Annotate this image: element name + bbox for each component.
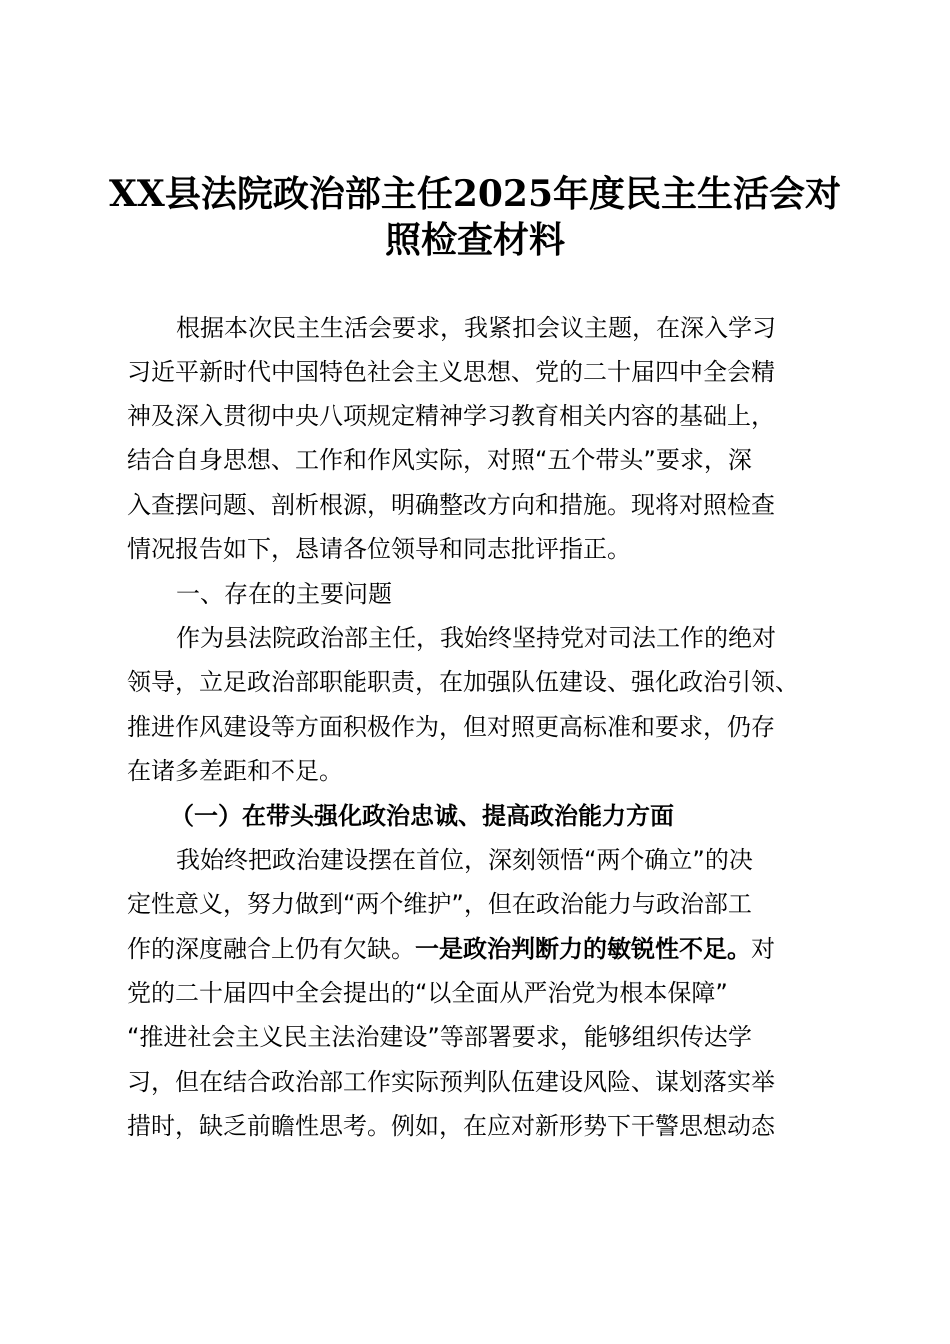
subsection-1-line-2: 定性意义，努力做到“两个维护”，但在政治能力与政治部工 xyxy=(127,890,752,918)
subsection-1-line-3-tail: 对 xyxy=(751,935,775,963)
subsection-1-heading: （一）在带头强化政治忠诚、提高政治能力方面 xyxy=(170,802,674,830)
subsection-1-line-3 xyxy=(127,933,775,965)
intro-line-5: 入查摆问题、剖析根源，明确整改方向和措施。现将对照检查 xyxy=(127,491,775,519)
document-title-line-2: 照检查材料 xyxy=(384,219,565,261)
document-title-line-1: XX县法院政治部主任2025年度民主生活会对 xyxy=(108,173,842,215)
subsection-1-line-3-text: 作的深度融合上仍有欠缺。 xyxy=(127,935,415,963)
intro-line-3: 神及深入贯彻中央八项规定精神学习教育相关内容的基础上， xyxy=(127,402,775,430)
section-1-line-3: 推进作风建设等方面积极作为，但对照更高标准和要求，仍存 xyxy=(127,713,775,741)
intro-line-6: 情况报告如下，恳请各位领导和同志批评指正。 xyxy=(127,535,631,563)
subsection-1-line-6: 习，但在结合政治部工作实际预判队伍建设风险、谋划落实举 xyxy=(127,1068,775,1096)
intro-line-4: 结合自身思想、工作和作风实际，对照“五个带头”要求，深 xyxy=(127,446,752,474)
section-1-line-4: 在诸多差距和不足。 xyxy=(127,757,343,785)
subsection-1-line-7: 措时，缺乏前瞻性思考。例如，在应对新形势下干警思想动态 xyxy=(127,1112,775,1140)
section-1-line-1: 作为县法院政治部主任，我始终坚持党对司法工作的绝对 xyxy=(176,624,776,652)
subsection-1-line-1: 我始终把政治建设摆在首位，深刻领悟“两个确立”的决 xyxy=(176,846,753,874)
subsection-1-line-4: 党的二十届四中全会提出的“以全面从严治党为根本保障” xyxy=(127,979,728,1007)
subsection-1-line-5: “推进社会主义民主法治建设”等部署要求，能够组织传达学 xyxy=(127,1023,752,1051)
section-1-line-2: 领导，立足政治部职能职责，在加强队伍建设、强化政治引领、 xyxy=(127,668,799,696)
point-one-emphasis: 一是政治判断力的敏锐性不足。 xyxy=(415,935,751,963)
intro-line-2: 习近平新时代中国特色社会主义思想、党的二十届四中全会精 xyxy=(127,358,775,386)
section-1-heading: 一、存在的主要问题 xyxy=(176,580,392,608)
intro-line-1: 根据本次民主生活会要求，我紧扣会议主题，在深入学习 xyxy=(176,314,776,342)
